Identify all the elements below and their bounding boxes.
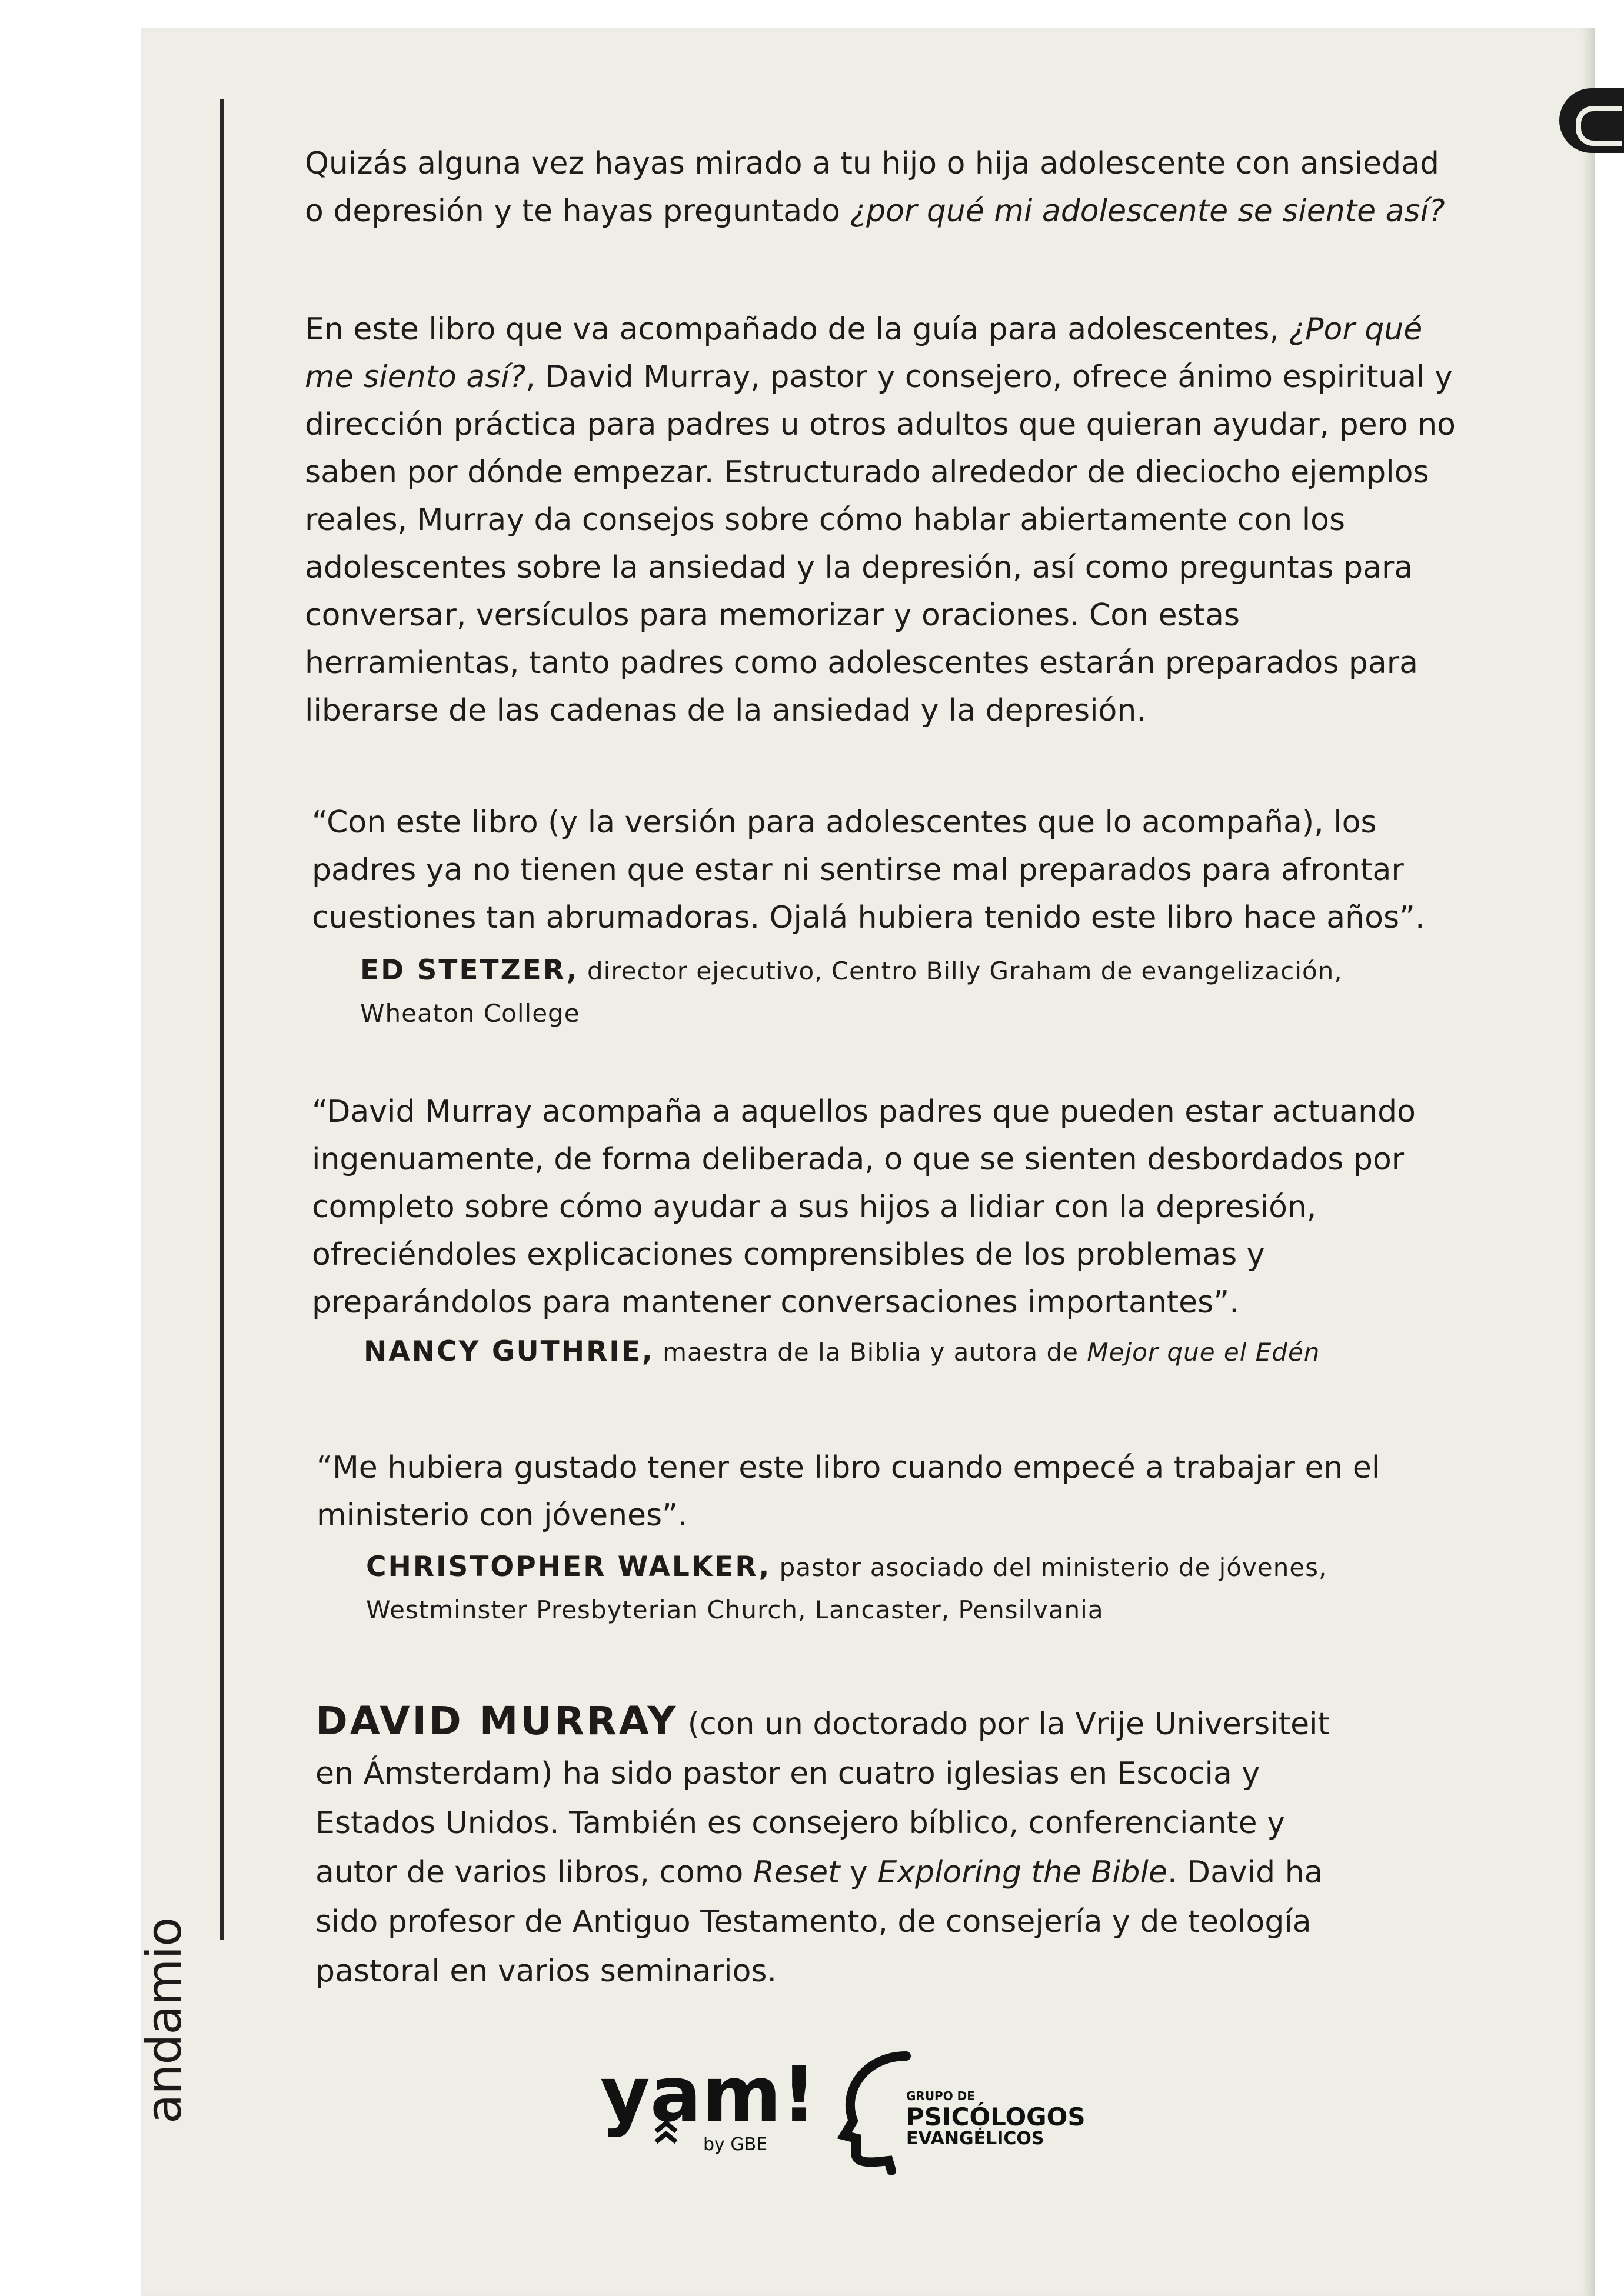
endorsement-quote-1: “Con este libro (y la versión para adolescentes que lo acompaña), los padres ya no tienen que estar ni sentirse mal preparados para afrontar cuestiones tan abrumadoras. Ojalá hubiera tenido este libro hace años”. <box>312 805 1425 935</box>
intro-p2-italic: ¿Por qué me siento así? <box>305 312 1423 395</box>
endorsement-attribution-1 <box>360 949 1449 1035</box>
endorser-name: CHRISTOPHER WALKER, <box>366 1551 771 1583</box>
bio-text-b: y <box>840 1855 878 1890</box>
endorsement-attribution-3 <box>366 1546 1484 1631</box>
psicologos-logo <box>836 2044 1094 2174</box>
intro-p1-italic: ¿por qué mi adolescente se siente así? <box>850 194 1445 229</box>
endorser-role: pastor asociado del ministerio de jóvenes, Westminster Presbyterian Church, Lancaster, Pensilvania <box>366 1553 1327 1624</box>
intro-p2-text-a: En este libro que va acompañado de la guía para adolescentes, <box>305 312 1289 347</box>
endorser-name: NANCY GUTHRIE, <box>364 1335 654 1368</box>
author-name: DAVID MURRAY <box>315 1698 678 1744</box>
endorser-role: maestra de la Biblia y autora de <box>654 1338 1087 1367</box>
head-profile-icon <box>844 2056 906 2171</box>
psi-line1: GRUPO DE <box>906 2089 975 2103</box>
vertical-rule <box>220 99 224 1940</box>
endorser-name: ED STETZER, <box>360 954 579 987</box>
bio-book-1: Reset <box>753 1855 840 1890</box>
psi-line2: PSICÓLOGOS <box>906 2102 1086 2131</box>
spine-tab-icon <box>1559 88 1624 153</box>
endorsement-quote-2: “David Murray acompaña a aquellos padres que pueden estar actuando ingenuamente, de forma deliberada, o que se sienten desbordados por completo sobre cómo ayudar a sus hijos a lidiar con la depresión, ofreciéndoles explicaciones comprensibles de los problemas y preparándolos para mantener conversaciones importantes”. <box>312 1094 1416 1320</box>
intro-paragraph-2 <box>305 306 1458 735</box>
yam-logo <box>600 2050 817 2168</box>
endorsement-quote-3: “Me hubiera gustado tener este libro cuando empecé a trabajar en el ministerio con jóvenes”. <box>317 1450 1380 1533</box>
series-label: andamio <box>137 1917 192 2124</box>
bio-text-c: . David ha sido profesor de Antiguo Testamento, de consejería y de teología pastoral en varios seminarios. <box>315 1855 1323 1989</box>
bio-text-a: (con un doctorado por la Vrije Universiteit en Ámsterdam) ha sido pastor en cuatro iglesias en Escocia y Estados Unidos. También es consejero bíblico, conferenciante y autor de varios libros, como <box>315 1707 1330 1890</box>
intro-p1-text: Quizás alguna vez hayas mirado a tu hijo o hija adolescente con ansiedad o depresión y te hayas preguntado <box>305 146 1439 229</box>
endorsement-attribution-2 <box>364 1331 1482 1374</box>
yam-logo-text: yam! <box>600 2050 817 2139</box>
endorser-role: director ejecutivo, Centro Billy Graham de evangelización, Wheaton College <box>360 957 1343 1028</box>
intro-paragraph-1 <box>305 140 1458 235</box>
intro-p2-text-b: , David Murray, pastor y consejero, ofrece ánimo espiritual y dirección práctica para padres u otros adultos que quieran ayudar, pero no saben por dónde empezar. Estructurado alrededor de dieciocho ejemplos reales, Murray da consejos sobre cómo hablar abiertamente con los adolescentes sobre la ansiedad y la depresión, así como preguntas para conversar, versículos para memorizar y oraciones. Con estas herramientas, tanto padres como adolescentes estarán preparados para liberarse de las cadenas de la ansiedad y la depresión. <box>305 359 1456 728</box>
yam-logo-sub: by GBE <box>703 2134 768 2155</box>
author-bio <box>315 1697 1375 1996</box>
endorser-book: Mejor que el Edén <box>1087 1338 1320 1367</box>
bio-book-2: Exploring the Bible <box>877 1855 1167 1890</box>
psi-line3: EVANGÉLICOS <box>906 2128 1044 2149</box>
